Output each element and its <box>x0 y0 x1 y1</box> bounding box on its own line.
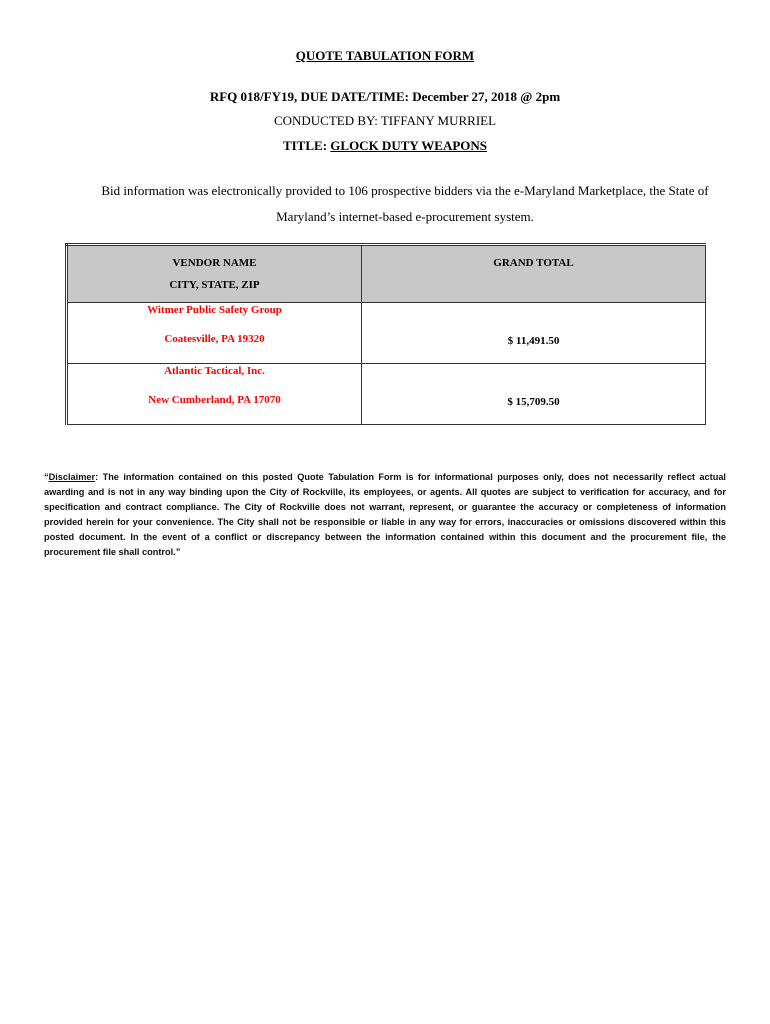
vendor-cell <box>67 364 362 425</box>
title-line <box>0 138 770 154</box>
vendor-name: Atlantic Tactical, Inc. <box>164 365 265 377</box>
grand-total: $ 11,491.50 <box>507 335 560 347</box>
conducted-by: CONDUCTED BY: TIFFANY MURRIEL <box>273 113 497 128</box>
quote-table <box>65 243 706 425</box>
grand-total: $ 15,709.50 <box>507 396 560 408</box>
city-state-zip-header: CITY, STATE, ZIP <box>169 279 260 291</box>
open-quote: “ <box>44 472 49 482</box>
total-cell <box>362 364 706 425</box>
table-row <box>67 364 706 425</box>
vendor-name: Witmer Public Safety Group <box>147 304 282 316</box>
vendor-name-header: VENDOR NAME <box>172 257 257 269</box>
disclaimer-text: : The information contained on this posted Quote Tabulation Form is for informational purposes only, does not necessarily reflect actual awarding and is not in any way binding upon the City of Rockville, its employees, or agents. All quotes are subject to verification for accuracy, and for specification and contract compliance. The City of Rockville does not warrant, represent, or guarantee the accuracy or completeness of information provided herein for your convenience. The City shall not be responsible or liable in any way for errors, inaccuracies or omissions discovered within this posted document. In the event of a conflict or discrepancy between the information contained within this document and the procurement file, the procurement file shall control.” <box>44 472 726 557</box>
grand-total-header <box>362 245 706 303</box>
disclaimer <box>44 470 726 560</box>
title-label: TITLE: <box>282 138 331 153</box>
rfq-line: RFQ 018/FY19, DUE DATE/TIME: December 27, 2018 @ 2pm <box>209 89 561 104</box>
title-value: GLOCK DUTY WEAPONS <box>330 138 488 153</box>
disclaimer-label: Disclaimer <box>48 472 96 482</box>
intro-text: Bid information was electronically provided to 106 prospective bidders via the e-Maryland Marketplace, the State of Maryland’s internet-based e-procurement system. <box>101 183 709 224</box>
vendor-location: New Cumberland, PA 17070 <box>148 394 281 406</box>
total-cell <box>362 303 706 364</box>
table-header-row <box>67 245 706 303</box>
vendor-location: Coatesville, PA 19320 <box>164 333 265 345</box>
form-title: QUOTE TABULATION FORM <box>295 48 475 63</box>
table-row <box>67 303 706 364</box>
grand-total-label: GRAND TOTAL <box>493 257 574 269</box>
vendor-cell <box>67 303 362 364</box>
vendor-header <box>67 245 362 303</box>
